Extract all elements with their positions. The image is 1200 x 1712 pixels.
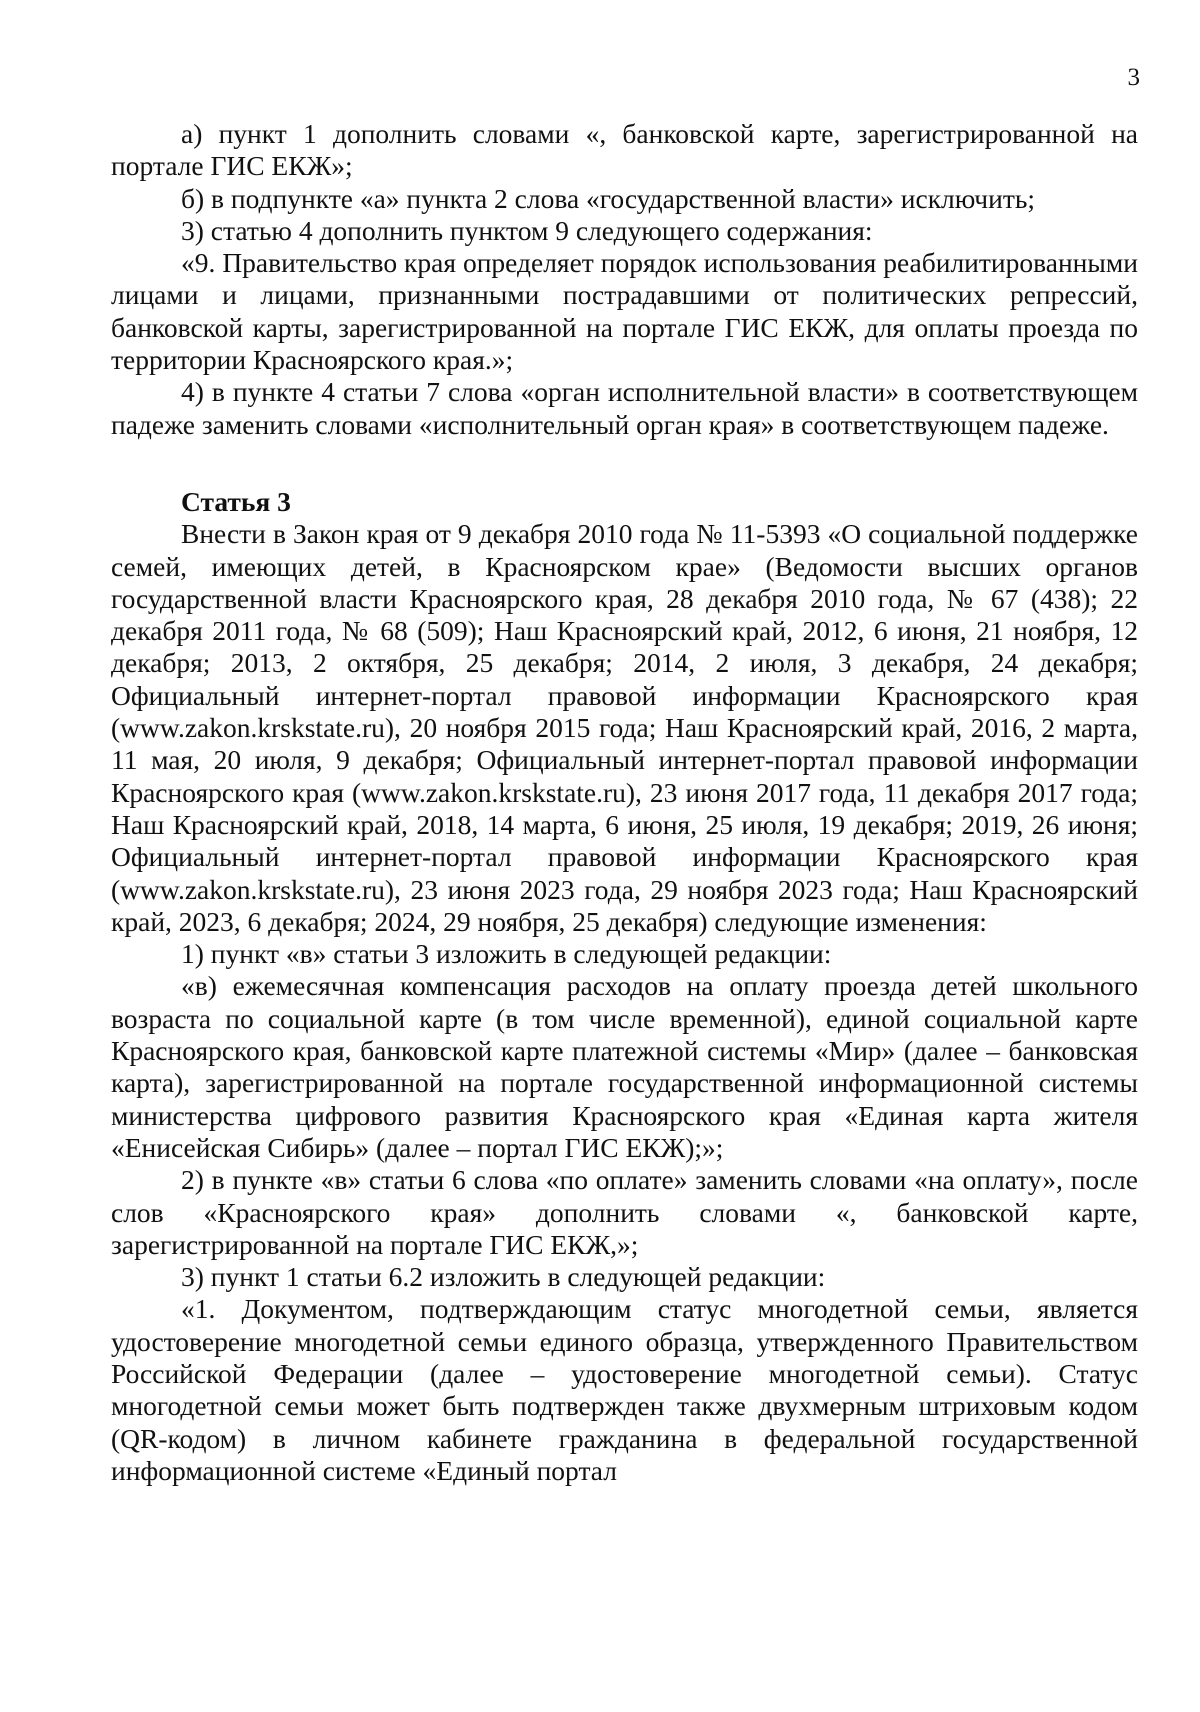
paragraph-item-1: 1) пункт «в» статьи 3 изложить в следующей редакции: [181,938,832,970]
paragraph-point-9-text: «9. Правительство края определяет порядок использования реабилитированными лицами и лицами, признанными пострадавшими от политических репрессий, банковской карты, зарегистрированной на портале ГИС ЕКЖ, для оплаты проезда по территории Красноярского края.»; [111,247,1138,376]
paragraph-article-3-intro: Внести в Закон края от 9 декабря 2010 года № 11-5393 «О социальной поддержке семей, имеющих детей, в Красноярском крае» (Ведомости высших органов государственной власти Красноярского края, 28 декабря 2010 года, № 67 (438); 22 декабря 2011 года, № 68 (509); Наш Красноярский край, 2012, 6 июня, 21 ноября, 12 декабря; 2013, 2 октября, 25 декабря; 2014, 2 июля, 3 декабря, 24 декабря; Официальный интернет-портал правовой информации Красноярского края (www.zakon.krskstate.ru), 20 ноября 2015 года; Наш Красноярский край, 2016, 2 марта, 11 мая, 20 июля, 9 декабря; Официальный интернет-портал правовой информации Красноярского края (www.zakon.krskstate.ru), 23 июня 2017 года, 11 декабря 2017 года; Наш Красноярский край, 2018, 14 марта, 6 июня, 25 июля, 19 декабря; 2019, 26 июня; Официальный интернет-портал правовой информации Красноярского края (www.zakon.krskstate.ru), 23 июня 2023 года, 29 ноября 2023 года; Наш Красноярский край, 2023, 6 декабря; 2024, 29 ноября, 25 декабря) следующие изменения: [111,518,1138,937]
page-number: 3 [1127,64,1140,91]
article-heading: Статья 3 [181,485,291,517]
document-body [111,118,1138,1487]
paragraph-point-1-text: «1. Документом, подтверждающим статус многодетной семьи, является удостоверение многодетной семьи единого образца, утвержденного Правительством Российской Федерации (далее – удостоверение многодетной семьи). Статус многодетной семьи может быть подтвержден также двухмерным штриховым кодом (QR-кодом) в личном кабинете гражданина в федеральной государственной информационной системе «Единый портал [111,1293,1138,1486]
section-spacer [111,441,1138,486]
paragraph-amend-subpoint-a: б) в подпункте «а» пункта 2 слова «государственной власти» исключить; [181,182,1036,214]
paragraph-item-2: 2) в пункте «в» статьи 6 слова «по оплате» заменить словами «на оплату», после слов «Красноярского края» дополнить словами «, банковской карте, зарегистрированной на портале ГИС ЕКЖ,»; [111,1164,1138,1260]
paragraph-item-3: 3) пункт 1 статьи 6.2 изложить в следующей редакции: [181,1261,826,1293]
paragraph-amend-article-4: 3) статью 4 дополнить пунктом 9 следующего содержания: [181,214,873,246]
paragraph-amend-article-7: 4) в пункте 4 статьи 7 слова «орган исполнительной власти» в соответствующем падеже заменить словами «исполнительный орган края» в соответствующем падеже. [111,376,1138,440]
paragraph-item-v-text: «в) ежемесячная компенсация расходов на оплату проезда детей школьного возраста по социальной карте (в том числе временной), единой социальной карте Красноярского края, банковской карте платежной системы «Мир» (далее – банковская карта), зарегистрированной на портале государственной информационной системы министерства цифрового развития Красноярского края «Единая карта жителя «Енисейская Сибирь» (далее – портал ГИС ЕКЖ);»; [111,970,1138,1163]
paragraph-amend-point-1: а) пункт 1 дополнить словами «, банковской карте, зарегистрированной на портале ГИС ЕКЖ»; [111,118,1138,182]
